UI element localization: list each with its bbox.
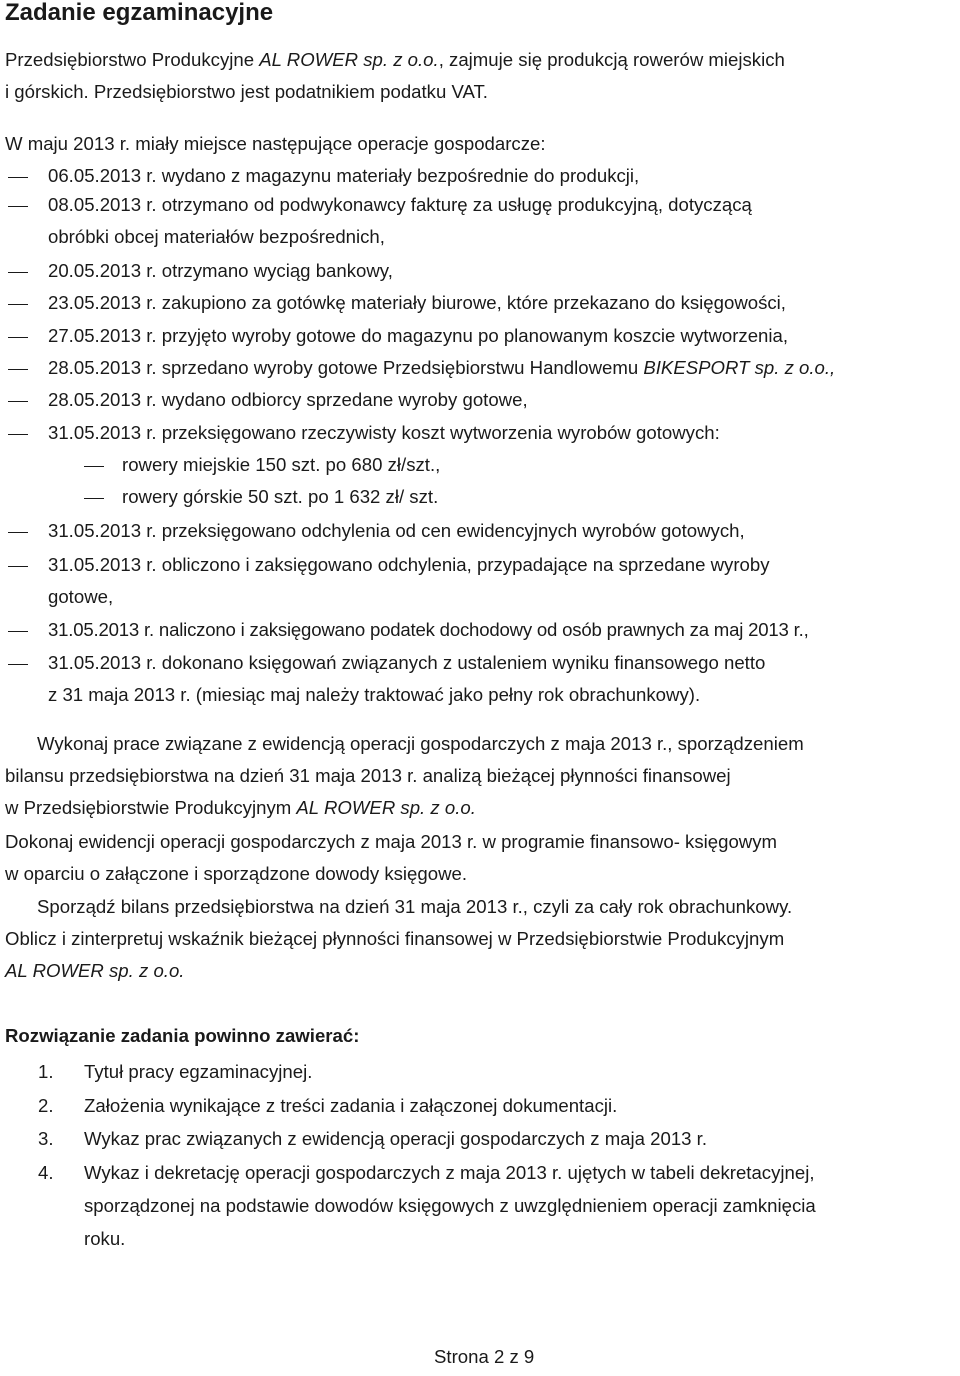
task-text: w oparciu o załączone i sporządzone dowody księgowe. <box>5 863 468 884</box>
list-number: 4. <box>38 1162 54 1183</box>
sub-item: rowery górskie 50 szt. po 1 632 zł/ szt. <box>122 486 439 507</box>
list-number: 2. <box>38 1095 54 1116</box>
list-number: 1. <box>38 1061 54 1082</box>
operation-text: 28.05.2013 r. sprzedano wyroby gotowe Przedsiębiorstwu Handlowemu <box>48 357 644 378</box>
operations-heading: W maju 2013 r. miały miejsce następujące operacje gospodarcze: <box>5 133 546 154</box>
operation-item <box>48 352 835 384</box>
list-number: 3. <box>38 1128 54 1149</box>
intro-line-1 <box>5 44 785 76</box>
dash-bullet <box>8 434 28 435</box>
dash-bullet <box>8 566 28 567</box>
operation-item: 31.05.2013 r. przeksięgowano rzeczywisty koszt wytworzenia wyrobów gotowych: <box>48 422 720 443</box>
operation-item: 20.05.2013 r. otrzymano wyciąg bankowy, <box>48 260 393 281</box>
dash-bullet <box>8 337 28 338</box>
dash-bullet <box>8 369 28 370</box>
company-name: BIKESPORT sp. z o.o., <box>643 357 836 378</box>
list-item: Tytuł pracy egzaminacyjnej. <box>84 1061 313 1082</box>
dash-bullet <box>8 206 28 207</box>
dash-bullet <box>8 532 28 533</box>
solution-heading: Rozwiązanie zadania powinno zawierać: <box>5 1025 360 1046</box>
list-item: Założenia wynikające z treści zadania i załączonej dokumentacji. <box>84 1095 618 1116</box>
list-item: Wykaz i dekretację operacji gospodarczych z maja 2013 r. ujętych w tabeli dekretacyjnej, <box>84 1162 815 1183</box>
operation-item-cont: z 31 maja 2013 r. (miesiąc maj należy traktować jako pełny rok obrachunkowy). <box>48 684 701 705</box>
dash-bullet <box>8 401 28 402</box>
intro-text: Przedsiębiorstwo Produkcyjne <box>5 49 260 70</box>
intro-text: , zajmuje się produkcją rowerów miejskich <box>438 49 785 70</box>
task-text: Wykonaj prace związane z ewidencją operacji gospodarczych z maja 2013 r., sporządzeniem <box>37 733 804 754</box>
operation-item: 28.05.2013 r. wydano odbiorcy sprzedane wyroby gotowe, <box>48 389 528 410</box>
company-name: AL ROWER sp. z o.o. <box>5 960 185 981</box>
task-text: Oblicz i zinterpretuj wskaźnik bieżącej płynności finansowej w Przedsiębiorstwie Produkcyjnym <box>5 928 785 949</box>
operation-item: 08.05.2013 r. otrzymano od podwykonawcy fakturę za usługę produkcyjną, dotyczącą <box>48 194 752 215</box>
operation-item: 31.05.2013 r. dokonano księgowań związanych z ustaleniem wyniku finansowego netto <box>48 652 766 673</box>
list-item: Wykaz prac związanych z ewidencją operacji gospodarczych z maja 2013 r. <box>84 1128 708 1149</box>
operation-item: 31.05.2013 r. obliczono i zaksięgowano odchylenia, przypadające na sprzedane wyroby <box>48 554 770 575</box>
dash-bullet <box>8 272 28 273</box>
task-text: Sporządź bilans przedsiębiorstwa na dzień 31 maja 2013 r., czyli za cały rok obrachunkowy. <box>37 896 793 917</box>
operation-item: 31.05.2013 r. przeksięgowano odchylenia od cen ewidencyjnych wyrobów gotowych, <box>48 520 745 541</box>
operation-item-cont: gotowe, <box>48 586 114 607</box>
task-text-part: w Przedsiębiorstwie Produkcyjnym <box>5 797 297 818</box>
operation-item: 27.05.2013 r. przyjęto wyroby gotowe do magazynu po planowanym koszcie wytworzenia, <box>48 325 789 346</box>
dash-bullet <box>8 631 28 632</box>
task-text <box>5 792 476 824</box>
operation-item: 23.05.2013 r. zakupiono za gotówkę materiały biurowe, które przekazano do księgowości, <box>48 292 786 313</box>
list-item-cont: sporządzonej na podstawie dowodów księgowych z uwzględnieniem operacji zamknięcia <box>84 1195 816 1216</box>
company-name: AL ROWER sp. z o.o. <box>296 797 476 818</box>
dash-bullet <box>84 466 104 467</box>
list-item-cont: roku. <box>84 1228 126 1249</box>
dash-bullet <box>84 498 104 499</box>
sub-item: rowery miejskie 150 szt. po 680 zł/szt., <box>122 454 441 475</box>
company-name: AL ROWER sp. z o.o. <box>259 49 439 70</box>
dash-bullet <box>8 304 28 305</box>
page-title: Zadanie egzaminacyjne <box>5 0 274 26</box>
dash-bullet <box>8 177 28 178</box>
intro-line-2: i górskich. Przedsiębiorstwo jest podatnikiem podatku VAT. <box>5 81 488 102</box>
operation-item: 31.05.2013 r. naliczono i zaksięgowano podatek dochodowy od osób prawnych za maj 2013 r., <box>48 619 809 640</box>
operation-item-cont: obróbki obcej materiałów bezpośrednich, <box>48 226 385 247</box>
operation-item: 06.05.2013 r. wydano z magazynu materiały bezpośrednie do produkcji, <box>48 165 640 186</box>
task-text: Dokonaj ewidencji operacji gospodarczych z maja 2013 r. w programie finansowo- księgowym <box>5 831 778 852</box>
dash-bullet <box>8 664 28 665</box>
page-number: Strona 2 z 9 <box>434 1346 535 1367</box>
task-text: bilansu przedsiębiorstwa na dzień 31 maja 2013 r. analizą bieżącej płynności finansowej <box>5 765 731 786</box>
